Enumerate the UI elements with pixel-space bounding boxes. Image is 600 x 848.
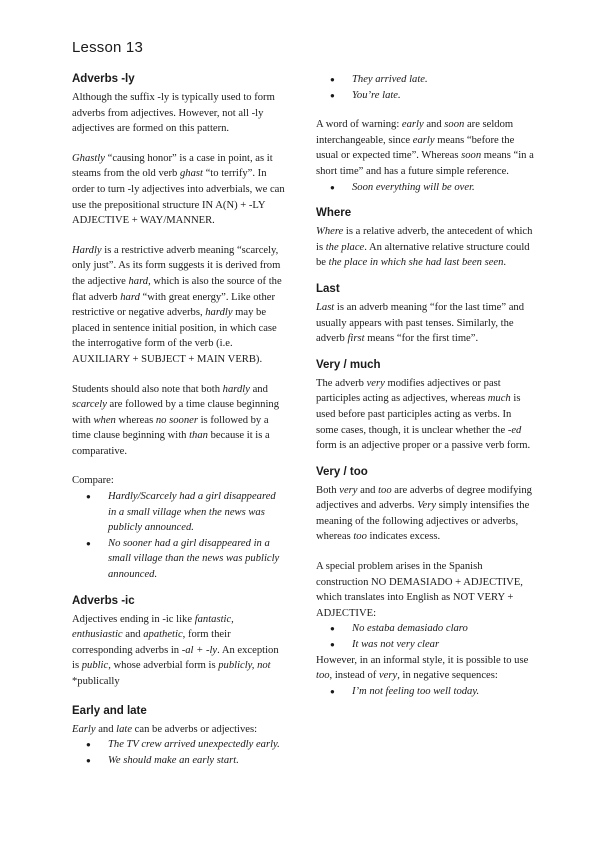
term: Early bbox=[72, 723, 96, 735]
paragraph-spanish: A special problem arises in the Spanish construction NO DEMASIADO + ADJECTIVE, which translates into English as NOT VERY + ADJECTIVE: bbox=[316, 561, 523, 619]
text: whereas bbox=[115, 414, 156, 426]
text: , which is also the source of the flat adverb bbox=[72, 275, 282, 303]
section-very-much bbox=[316, 358, 536, 454]
text: indicates excess. bbox=[366, 531, 441, 543]
term: apathetic bbox=[143, 629, 183, 641]
text: and bbox=[122, 629, 144, 641]
list-item: ● We should make an early start. bbox=[108, 753, 285, 769]
list-item: ● Soon everything will be over. bbox=[352, 180, 536, 196]
spanish-examples-list bbox=[316, 621, 536, 652]
list-item: ● You’re late. bbox=[352, 88, 536, 104]
text: are seldom interchangeable, since bbox=[316, 119, 514, 146]
text: can be adverbs or adjectives: bbox=[132, 723, 258, 735]
term: much bbox=[487, 393, 511, 405]
text: . bbox=[503, 257, 507, 269]
term: first bbox=[347, 333, 365, 345]
term: when bbox=[93, 414, 116, 426]
list-item: ● Hardly/Scarcely had a girl disappeared in a small village when the news was publicly announced. bbox=[108, 489, 285, 536]
heading-where: Where bbox=[316, 207, 352, 220]
text: means “in a short time” and has a future simple reference. bbox=[316, 150, 534, 177]
heading-last: Last bbox=[316, 282, 340, 295]
text: However, in an informal style, it is possible to use bbox=[316, 654, 529, 666]
text: . An alternative relative structure could be bbox=[316, 241, 530, 269]
section-where bbox=[316, 206, 536, 271]
text: is a relative adverb, the antecedent of which is bbox=[316, 226, 533, 253]
term: hard bbox=[120, 291, 140, 303]
text: , form their corresponding adverbs in bbox=[72, 629, 231, 656]
heading-early-late: Early and late bbox=[72, 704, 147, 717]
heading-adverbs-ic: Adverbs -ic bbox=[72, 594, 135, 607]
term: the place in which she had last been seen bbox=[328, 257, 504, 269]
heading-very-much: Very / much bbox=[316, 358, 381, 371]
text: “causing honor” is a case in point, as it steams from the old verb bbox=[72, 152, 273, 180]
list-item: ● I’m not feeling too well today. bbox=[352, 684, 536, 700]
term: too bbox=[316, 670, 330, 682]
term: very bbox=[339, 484, 358, 496]
text: Students should also note that both bbox=[72, 383, 223, 395]
text: and bbox=[423, 119, 445, 131]
term: hardly bbox=[205, 307, 233, 319]
text: is an adverb meaning “for the last time” and usually appears with past tenses. Similarly, the adverb bbox=[316, 301, 525, 345]
text: and bbox=[95, 723, 117, 735]
term: late bbox=[116, 723, 133, 735]
list-item: ● The TV crew arrived unexpectedly early. bbox=[108, 737, 285, 753]
term: Where bbox=[316, 226, 344, 238]
term-ghast: ghast bbox=[179, 168, 203, 180]
term: very bbox=[378, 670, 398, 682]
right-column bbox=[316, 72, 536, 699]
text: . An exception is bbox=[72, 644, 279, 672]
text: form is an adjective proper or a passive verb form. bbox=[316, 440, 531, 452]
term: -ed bbox=[507, 424, 522, 436]
term: hardly bbox=[222, 383, 250, 395]
paragraph-where bbox=[316, 224, 536, 271]
text: and bbox=[357, 484, 379, 496]
section-warning bbox=[316, 117, 536, 195]
text: Adjectives ending in -ic like bbox=[72, 613, 195, 625]
compare-label: Compare: bbox=[72, 475, 114, 487]
paragraph-informal bbox=[316, 653, 536, 684]
compare-list bbox=[72, 489, 285, 583]
term: no sooner bbox=[155, 414, 198, 426]
text: is used before past participles acting as verbs. In some cases, though, it is unclear whether the bbox=[316, 393, 521, 436]
text: Both bbox=[316, 484, 340, 496]
list-item: ● No sooner had a girl disappeared in a small village than the news was publicly announced. bbox=[108, 536, 285, 583]
left-column bbox=[72, 72, 285, 768]
term: soon bbox=[444, 119, 465, 131]
paragraph-early-late bbox=[72, 722, 285, 738]
informal-examples-list bbox=[316, 684, 536, 700]
term: the place bbox=[325, 241, 365, 253]
list-item: ● It was not very clear bbox=[352, 637, 536, 653]
text: , in negative sequences: bbox=[397, 670, 498, 682]
section-very-too bbox=[316, 465, 536, 700]
late-examples-list bbox=[316, 72, 536, 103]
heading-adverbs-ly: Adverbs -ly bbox=[72, 73, 135, 85]
text: “to terrify”. In order to turn -ly adjectives into adverbials, we can use the prepositional structure IN A(N) + -LY ADJECTIVE + WAY/MANNER. bbox=[72, 168, 285, 227]
warning-list bbox=[316, 180, 536, 196]
list-item: ● No estaba demasiado claro bbox=[352, 621, 536, 637]
text: , instead of bbox=[329, 670, 379, 682]
term: too bbox=[378, 484, 392, 496]
term: Very bbox=[417, 500, 437, 512]
section-last bbox=[316, 282, 536, 347]
early-late-list bbox=[72, 737, 285, 768]
lesson-title: Lesson 13 bbox=[72, 39, 144, 56]
term: public bbox=[81, 660, 109, 672]
term: Hardly bbox=[72, 244, 102, 256]
text: and bbox=[249, 383, 268, 395]
term: too bbox=[353, 531, 367, 543]
term: than bbox=[189, 430, 208, 442]
text: means “for the first time”. bbox=[364, 333, 479, 345]
paragraph-warning bbox=[316, 117, 536, 179]
paragraph-ic bbox=[72, 612, 285, 690]
term: Last bbox=[316, 301, 335, 313]
text: may be placed in sentence initial position, in which case the interrogative form of the verb (i.e. AUXILIARY + SUBJECT + MAIN VERB). bbox=[72, 307, 277, 365]
term: hard bbox=[128, 275, 149, 287]
text: is followed by a time clause beginning with bbox=[72, 414, 269, 442]
text: A word of warning: bbox=[316, 119, 402, 131]
term: scarcely bbox=[72, 399, 107, 411]
paragraph-hardly bbox=[72, 243, 285, 368]
text: because it is a comparative. bbox=[72, 430, 270, 457]
term: very bbox=[366, 377, 385, 389]
text: is a restrictive adverb meaning “scarcely, only just”. As its form suggests it is derived from the adjective bbox=[72, 244, 281, 287]
paragraph-students bbox=[72, 382, 285, 460]
paragraph-very-much bbox=[316, 376, 536, 454]
section-adverbs-ic bbox=[72, 594, 285, 690]
list-item: ● They arrived late. bbox=[352, 72, 536, 88]
text: are adverbs of degree modifying adjectives and adverbs. bbox=[316, 484, 532, 512]
text: modifies adjectives or past participles acting as adjectives, whereas bbox=[316, 377, 501, 405]
term: publicly, not bbox=[218, 660, 271, 672]
heading-very-too: Very / too bbox=[316, 465, 368, 478]
term-ghastly: Ghastly bbox=[72, 152, 105, 164]
paragraph-ghastly bbox=[72, 151, 285, 229]
text: “with great energy”. Like other restrictive or negative adverbs, bbox=[72, 291, 275, 319]
term: soon bbox=[461, 150, 482, 162]
text: , whose adverbial form is bbox=[108, 660, 219, 672]
paragraph-ly-intro: Although the suffix -ly is typically used to form adverbs from adjectives. However, not all -ly adjectives are formed on this pattern. bbox=[72, 92, 275, 135]
term: early bbox=[401, 119, 424, 131]
term: fantastic, enthusiastic bbox=[72, 613, 234, 641]
section-early-late bbox=[72, 704, 285, 769]
text: are followed by a time clause beginning with bbox=[72, 399, 279, 426]
text: The adverb bbox=[316, 377, 367, 389]
paragraph-last bbox=[316, 300, 536, 347]
paragraph-very-too bbox=[316, 483, 536, 545]
section-adverbs-ly bbox=[72, 72, 285, 583]
text: *publically bbox=[72, 676, 120, 687]
term: early bbox=[412, 134, 435, 146]
term: -al + -ly bbox=[181, 644, 218, 656]
text: means “before the usual or expected time”. Whereas bbox=[316, 134, 515, 162]
text: simply intensifies the meaning of the following adjectives or adverbs, whereas bbox=[316, 500, 530, 543]
